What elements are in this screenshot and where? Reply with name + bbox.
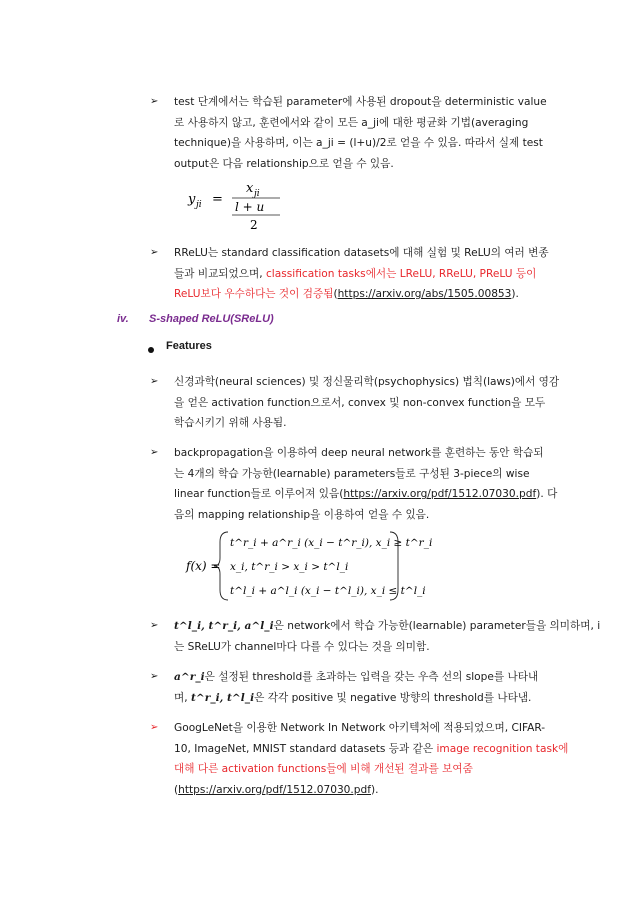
arrow-bullet-icon: ➢ [150, 620, 159, 631]
math-symbols: t^l_i, t^r_i, a^l_i [174, 620, 274, 632]
text-line: 대해 다른 activation functions들에 비해 개선된 결과를 보여줌 [174, 763, 473, 775]
arxiv-link[interactable]: https://arxiv.org/pdf/1512.07030.pdf [343, 488, 537, 500]
paragraph-srelu-inspiration [174, 372, 559, 434]
round-bullet-icon [148, 347, 154, 353]
text-line [174, 484, 559, 505]
text-line: output은 다음 relationship으로 얻을 수 있음. [174, 157, 394, 170]
arrow-bullet-icon: ➢ [150, 671, 159, 682]
text-line: 는 SReLU가 channel마다 다를 수 있다는 것을 의미함. [174, 640, 430, 653]
eq1-numerator: x [246, 181, 254, 196]
text-plain: ). [511, 288, 519, 300]
text-line: 음의 mapping relationship을 이용하여 얻을 수 있음. [174, 508, 430, 521]
text-line: backpropagation을 이용하여 deep neural network를 훈련하는 동안 학습되 [174, 447, 544, 459]
text-highlight: image recognition task에 [436, 742, 569, 755]
text-line: GoogLeNet을 이용한 Network In Network 아키텍처에 적용되었으며, CIFAR- [174, 722, 546, 734]
paragraph-srelu-structure [174, 443, 559, 525]
text-line [174, 667, 564, 688]
arrow-bullet-icon: ➢ [150, 376, 159, 387]
text-line: 을 얻은 activation function으로서, convex 및 non-convex function을 모두 [174, 396, 546, 409]
eq2-lhs: f(x) = [186, 559, 221, 573]
section-number: iv. [117, 313, 129, 325]
paragraph-learnable-params [174, 616, 601, 657]
arrow-bullet-icon: ➢ [150, 447, 159, 458]
eq2-row-3: t^l_i + a^l_i (x_i − t^l_i), x_i ≤ t^l_i [230, 585, 426, 597]
text-line: 는 4개의 학습 가능한(learnable) parameters들로 구성된 3-piece의 wise [174, 467, 530, 480]
section-heading [117, 313, 274, 325]
text-line [174, 780, 564, 801]
paragraph-googlenet [174, 718, 569, 800]
eq2-row-2: x_i, t^r_i > x_i > t^l_i [230, 561, 349, 573]
text-plain: 은 network에서 학습 가능한(learnable) parameter들을 의미하며, i [273, 620, 601, 632]
eq1-denominator-outer: 2 [250, 218, 258, 232]
eq2-row-1: t^r_i + a^r_i (x_i − t^r_i), x_i ≥ t^r_i [230, 537, 433, 549]
text-line [174, 739, 569, 760]
text-plain: 10, ImageNet, MNIST standard datasets 등과 같은 [174, 742, 437, 755]
text-line [174, 284, 559, 305]
math-symbols: t^r_i, t^l_i [190, 691, 255, 704]
text-line: 학습시키기 위해 사용됨. [174, 417, 287, 429]
eq1-lhs: y [188, 192, 196, 207]
text-plain: 며, [174, 691, 191, 704]
text-line: test 단계에서는 학습된 parameter에 사용된 dropout을 deterministic value [174, 96, 547, 108]
paragraph-test-phase [174, 92, 559, 174]
arxiv-link[interactable]: https://arxiv.org/abs/1505.00853 [337, 288, 512, 300]
text-highlight: ReLU보다 우수하다는 것이 검증됨 [174, 288, 334, 300]
section-title: S-shaped ReLU(SReLU) [149, 313, 274, 325]
text-line: 로 사용하지 않고, 훈련에서와 같이 모든 a_ji에 대한 평균화 기법(averaging [174, 116, 529, 129]
text-plain: ( [174, 783, 179, 796]
text-highlight: classification tasks에서는 LReLU, RReLU, PReLU 등이 [265, 267, 537, 280]
text-line [174, 264, 559, 285]
text-plain: 은 설정된 threshold를 초과하는 입력을 갖는 우측 선의 slope를 나타내 [204, 671, 539, 683]
text-line: RReLU는 standard classification datasets에 대해 실험 및 ReLU의 여러 변종 [174, 247, 549, 259]
text-plain: ( [333, 288, 338, 300]
text-plain: ). [370, 783, 379, 796]
arrow-bullet-icon: ➢ [150, 96, 159, 107]
math-symbols: a^r_i [174, 671, 205, 683]
arrow-bullet-icon: ➢ [150, 247, 159, 258]
paragraph-slope-threshold [174, 667, 564, 708]
eq1-equals: = [212, 192, 223, 207]
equation-srelu [184, 528, 433, 604]
eq1-lhs-sub: ji [196, 200, 202, 210]
text-plain: 들과 비교되었으며, [174, 267, 266, 280]
text-line: technique)을 사용하며, 이는 a_ji = (l+u)/2로 얻을 수 있음. 따라서 실제 test [174, 137, 543, 149]
text-line: 신경과학(neural sciences) 및 정신물리학(psychophysics) 법칙(laws)에서 영감 [174, 376, 560, 388]
eq1-denominator-inner: l + u [235, 200, 265, 214]
paragraph-rrelu-results [174, 243, 559, 305]
text-line [174, 688, 564, 709]
text-line [174, 616, 601, 637]
text-plain: linear function들로 이루어져 있음( [174, 488, 344, 500]
arrow-bullet-icon: ➢ [150, 722, 159, 733]
features-label: Features [166, 340, 212, 352]
arxiv-link[interactable]: https://arxiv.org/pdf/1512.07030.pdf [178, 783, 371, 796]
equation-test-output [186, 180, 296, 240]
text-plain: 은 각각 positive 및 negative 방향의 threshold를 나타냄. [254, 691, 532, 704]
text-plain: ). 다 [536, 488, 558, 500]
eq1-numerator-sub: ji [254, 189, 260, 199]
